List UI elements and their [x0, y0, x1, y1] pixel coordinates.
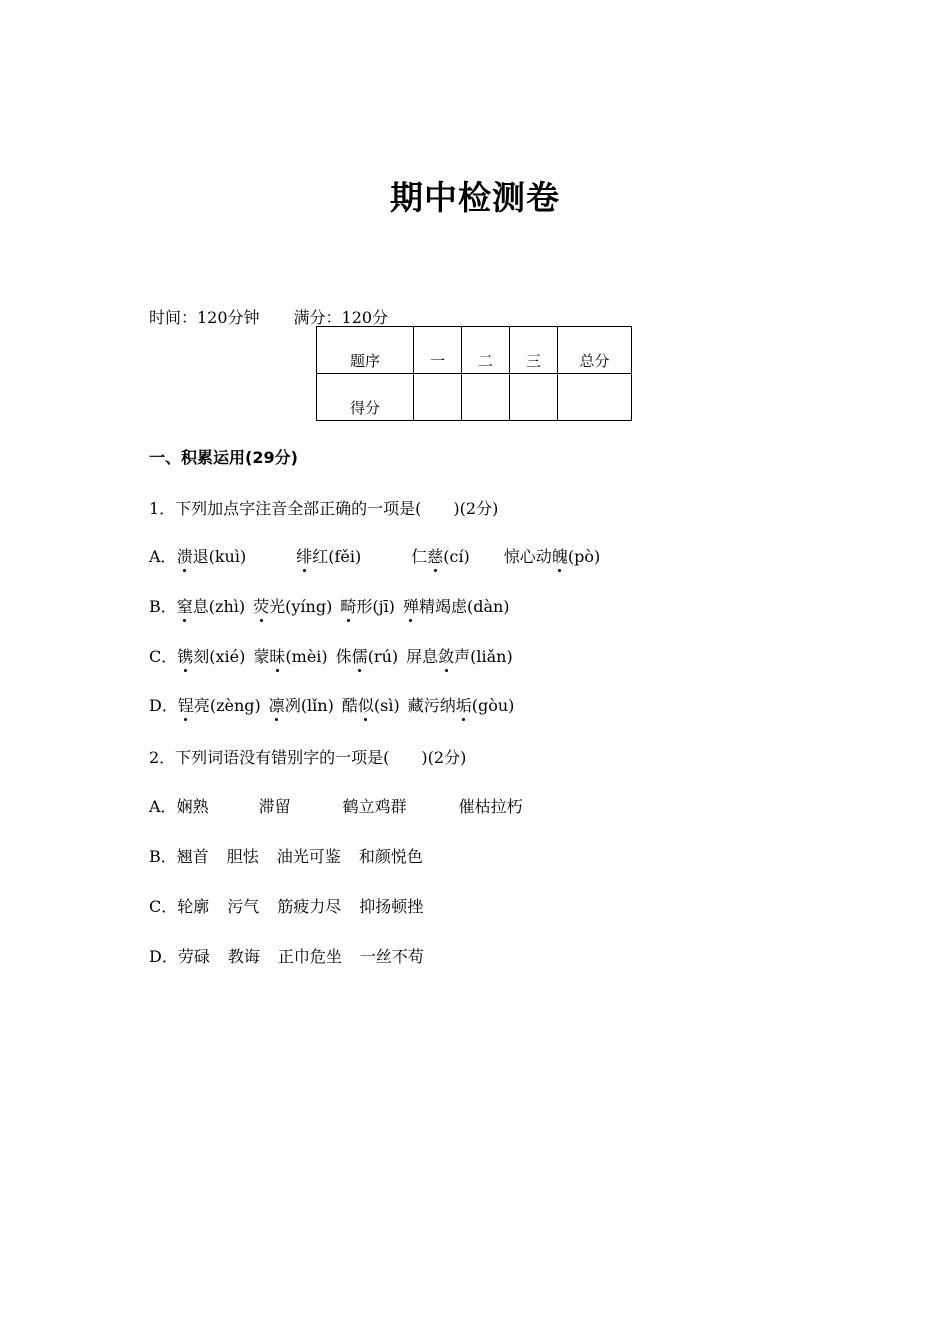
q2-option-b	[149, 844, 423, 867]
score-table-header-cell: 一	[414, 327, 462, 374]
option-item: 筋疲力尽	[277, 897, 342, 916]
q1-option-a	[149, 544, 600, 567]
option-item: 催枯拉朽	[458, 797, 523, 816]
option-item: 抑扬顿挫	[359, 897, 424, 916]
option-item: 荧光(yíng)	[253, 594, 332, 617]
option-label: D．	[149, 696, 178, 715]
option-item: 正巾危坐	[277, 947, 342, 966]
score-table	[316, 326, 632, 421]
q1-option-d	[149, 693, 514, 716]
option-item: 仁慈(cí)	[411, 544, 470, 567]
option-item: 教诲	[227, 947, 260, 966]
question-2-stem: 2．下列词语没有错别字的一项是( )(2分)	[149, 748, 467, 767]
score-cell	[414, 374, 462, 421]
option-item: 一丝不苟	[359, 947, 424, 966]
option-item: 锃亮(zèng)	[178, 693, 261, 716]
option-item: 翘首	[176, 847, 209, 866]
option-item: 殚精竭虑(dàn)	[403, 594, 510, 617]
option-item: 劳碌	[177, 947, 210, 966]
option-label: A．	[149, 547, 177, 566]
option-item: 轮廓	[177, 897, 210, 916]
option-item: 溃退(kuì)	[177, 544, 247, 567]
option-item: 油光可鉴	[276, 847, 341, 866]
score-row-label: 得分	[317, 374, 414, 421]
option-item: 污气	[227, 897, 260, 916]
score-table-header-row	[317, 327, 632, 374]
score-table-header-cell: 题序	[317, 327, 414, 374]
score-table-header-cell: 二	[462, 327, 510, 374]
score-table-score-row	[317, 374, 632, 421]
option-label: B．	[149, 597, 177, 616]
option-item: 胆怯	[226, 847, 259, 866]
q2-option-d	[149, 944, 424, 967]
option-label: D．	[149, 947, 178, 966]
q2-option-c	[149, 894, 423, 917]
option-item: 鹤立鸡群	[342, 797, 407, 816]
option-item: 酷似(sì)	[342, 693, 400, 716]
option-label: A．	[149, 797, 177, 816]
score-table-header-cell: 总分	[558, 327, 632, 374]
q1-option-c	[149, 644, 513, 667]
option-item: 惊心动魄(pò)	[504, 544, 600, 567]
option-item: 畸形(jī)	[340, 594, 395, 617]
option-item: 滞留	[258, 797, 291, 816]
option-item: 凛冽(lǐn)	[269, 693, 334, 716]
option-item: 藏污纳垢(gòu)	[408, 693, 515, 716]
option-item: 绯红(fěi)	[296, 544, 361, 567]
option-item: 侏儒(rú)	[336, 644, 398, 667]
q2-option-a	[149, 794, 523, 817]
score-table-header-cell: 三	[510, 327, 558, 374]
score-cell	[558, 374, 632, 421]
option-label: B．	[149, 847, 177, 866]
option-item: 和颜悦色	[358, 847, 423, 866]
option-item: 蒙昧(mèi)	[253, 644, 327, 667]
option-item: 屏息敛声(liǎn)	[406, 644, 513, 667]
section-heading: 一、积累运用(29分)	[149, 448, 298, 467]
score-cell	[462, 374, 510, 421]
question-1-stem: 1．下列加点字注音全部正确的一项是( )(2分)	[149, 499, 499, 518]
exam-meta	[149, 305, 388, 328]
option-item: 窒息(zhì)	[177, 594, 245, 617]
page-title: 期中检测卷	[390, 178, 560, 217]
q1-option-b	[149, 594, 510, 617]
exam-full-score: 满分：120分	[293, 308, 389, 327]
option-item: 娴熟	[176, 797, 209, 816]
score-cell	[510, 374, 558, 421]
option-label: C．	[149, 647, 178, 666]
option-item: 镌刻(xié)	[177, 644, 245, 667]
option-label: C．	[149, 897, 178, 916]
exam-time: 时间：120分钟	[149, 308, 260, 327]
